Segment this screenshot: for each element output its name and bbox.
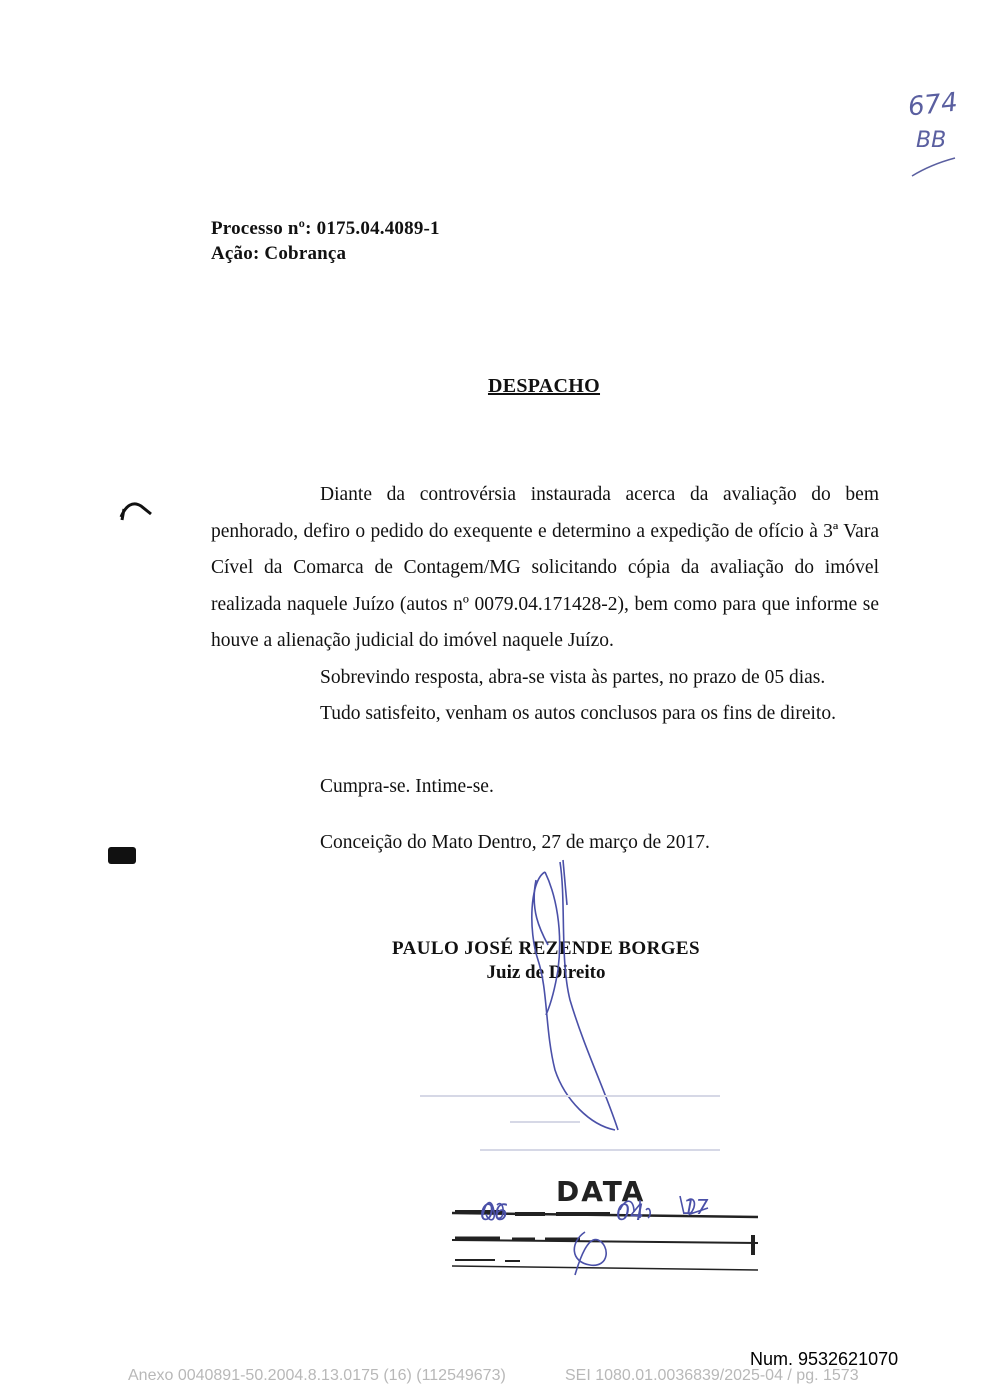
place-and-date: Conceição do Mato Dentro, 27 de março de 2017. xyxy=(320,832,710,853)
handwritten-page-number: 674 xyxy=(906,87,960,123)
footer-sei-reference: SEI 1080.01.0036839/2025-04 / pg. 1573 xyxy=(565,1367,859,1384)
signatory-role: Juiz de Direito xyxy=(486,962,606,983)
margin-mark-top xyxy=(121,504,151,520)
judge-signature xyxy=(532,860,618,1130)
stamp-day: 06 xyxy=(480,1201,508,1226)
footer-annex: Anexo 0040891-50.2004.8.13.0175 (16) (112549673) xyxy=(128,1367,506,1384)
handwritten-initials: BB xyxy=(916,128,947,153)
action-type: Ação: Cobrança xyxy=(211,243,347,264)
paragraph-2: Sobrevindo resposta, abra-se vista às partes, no prazo de 05 dias. xyxy=(320,667,826,688)
process-number: Processo nº: 0175.04.4089-1 xyxy=(211,218,440,239)
paragraph-1-text: Diante da controvérsia instaurada acerca da avaliação do bem penhorado, defiro o pedido do exequente e determino a expedição de ofício à 3ª Vara Cível da Comarca de Contagem/MG solicitando cópia da avaliação do imóvel realizada naquele Juízo (autos nº 0079.04.171428-2), bem como para que informe se houve a alienação judicial do imóvel naquele Juízo. xyxy=(211,484,879,651)
stamp-month: 04 xyxy=(616,1201,644,1226)
document-title: DESPACHO xyxy=(487,375,601,397)
stamp-label: DATA xyxy=(556,1175,646,1208)
stamp-year: 17 xyxy=(683,1195,709,1219)
bleed-through xyxy=(420,1096,720,1150)
signatory-name: PAULO JOSÉ REZENDE BORGES xyxy=(392,938,700,959)
footer-document-number: Num. 9532621070 xyxy=(750,1349,899,1369)
paragraph-3-text: Tudo satisfeito, venham os autos conclusos para os fins de direito. xyxy=(320,703,836,724)
stamp-handwriting xyxy=(483,1196,708,1275)
page-number-underline xyxy=(912,158,955,176)
margin-mark-bottom xyxy=(108,847,136,864)
paragraph-4: Cumpra-se. Intime-se. xyxy=(320,776,494,797)
